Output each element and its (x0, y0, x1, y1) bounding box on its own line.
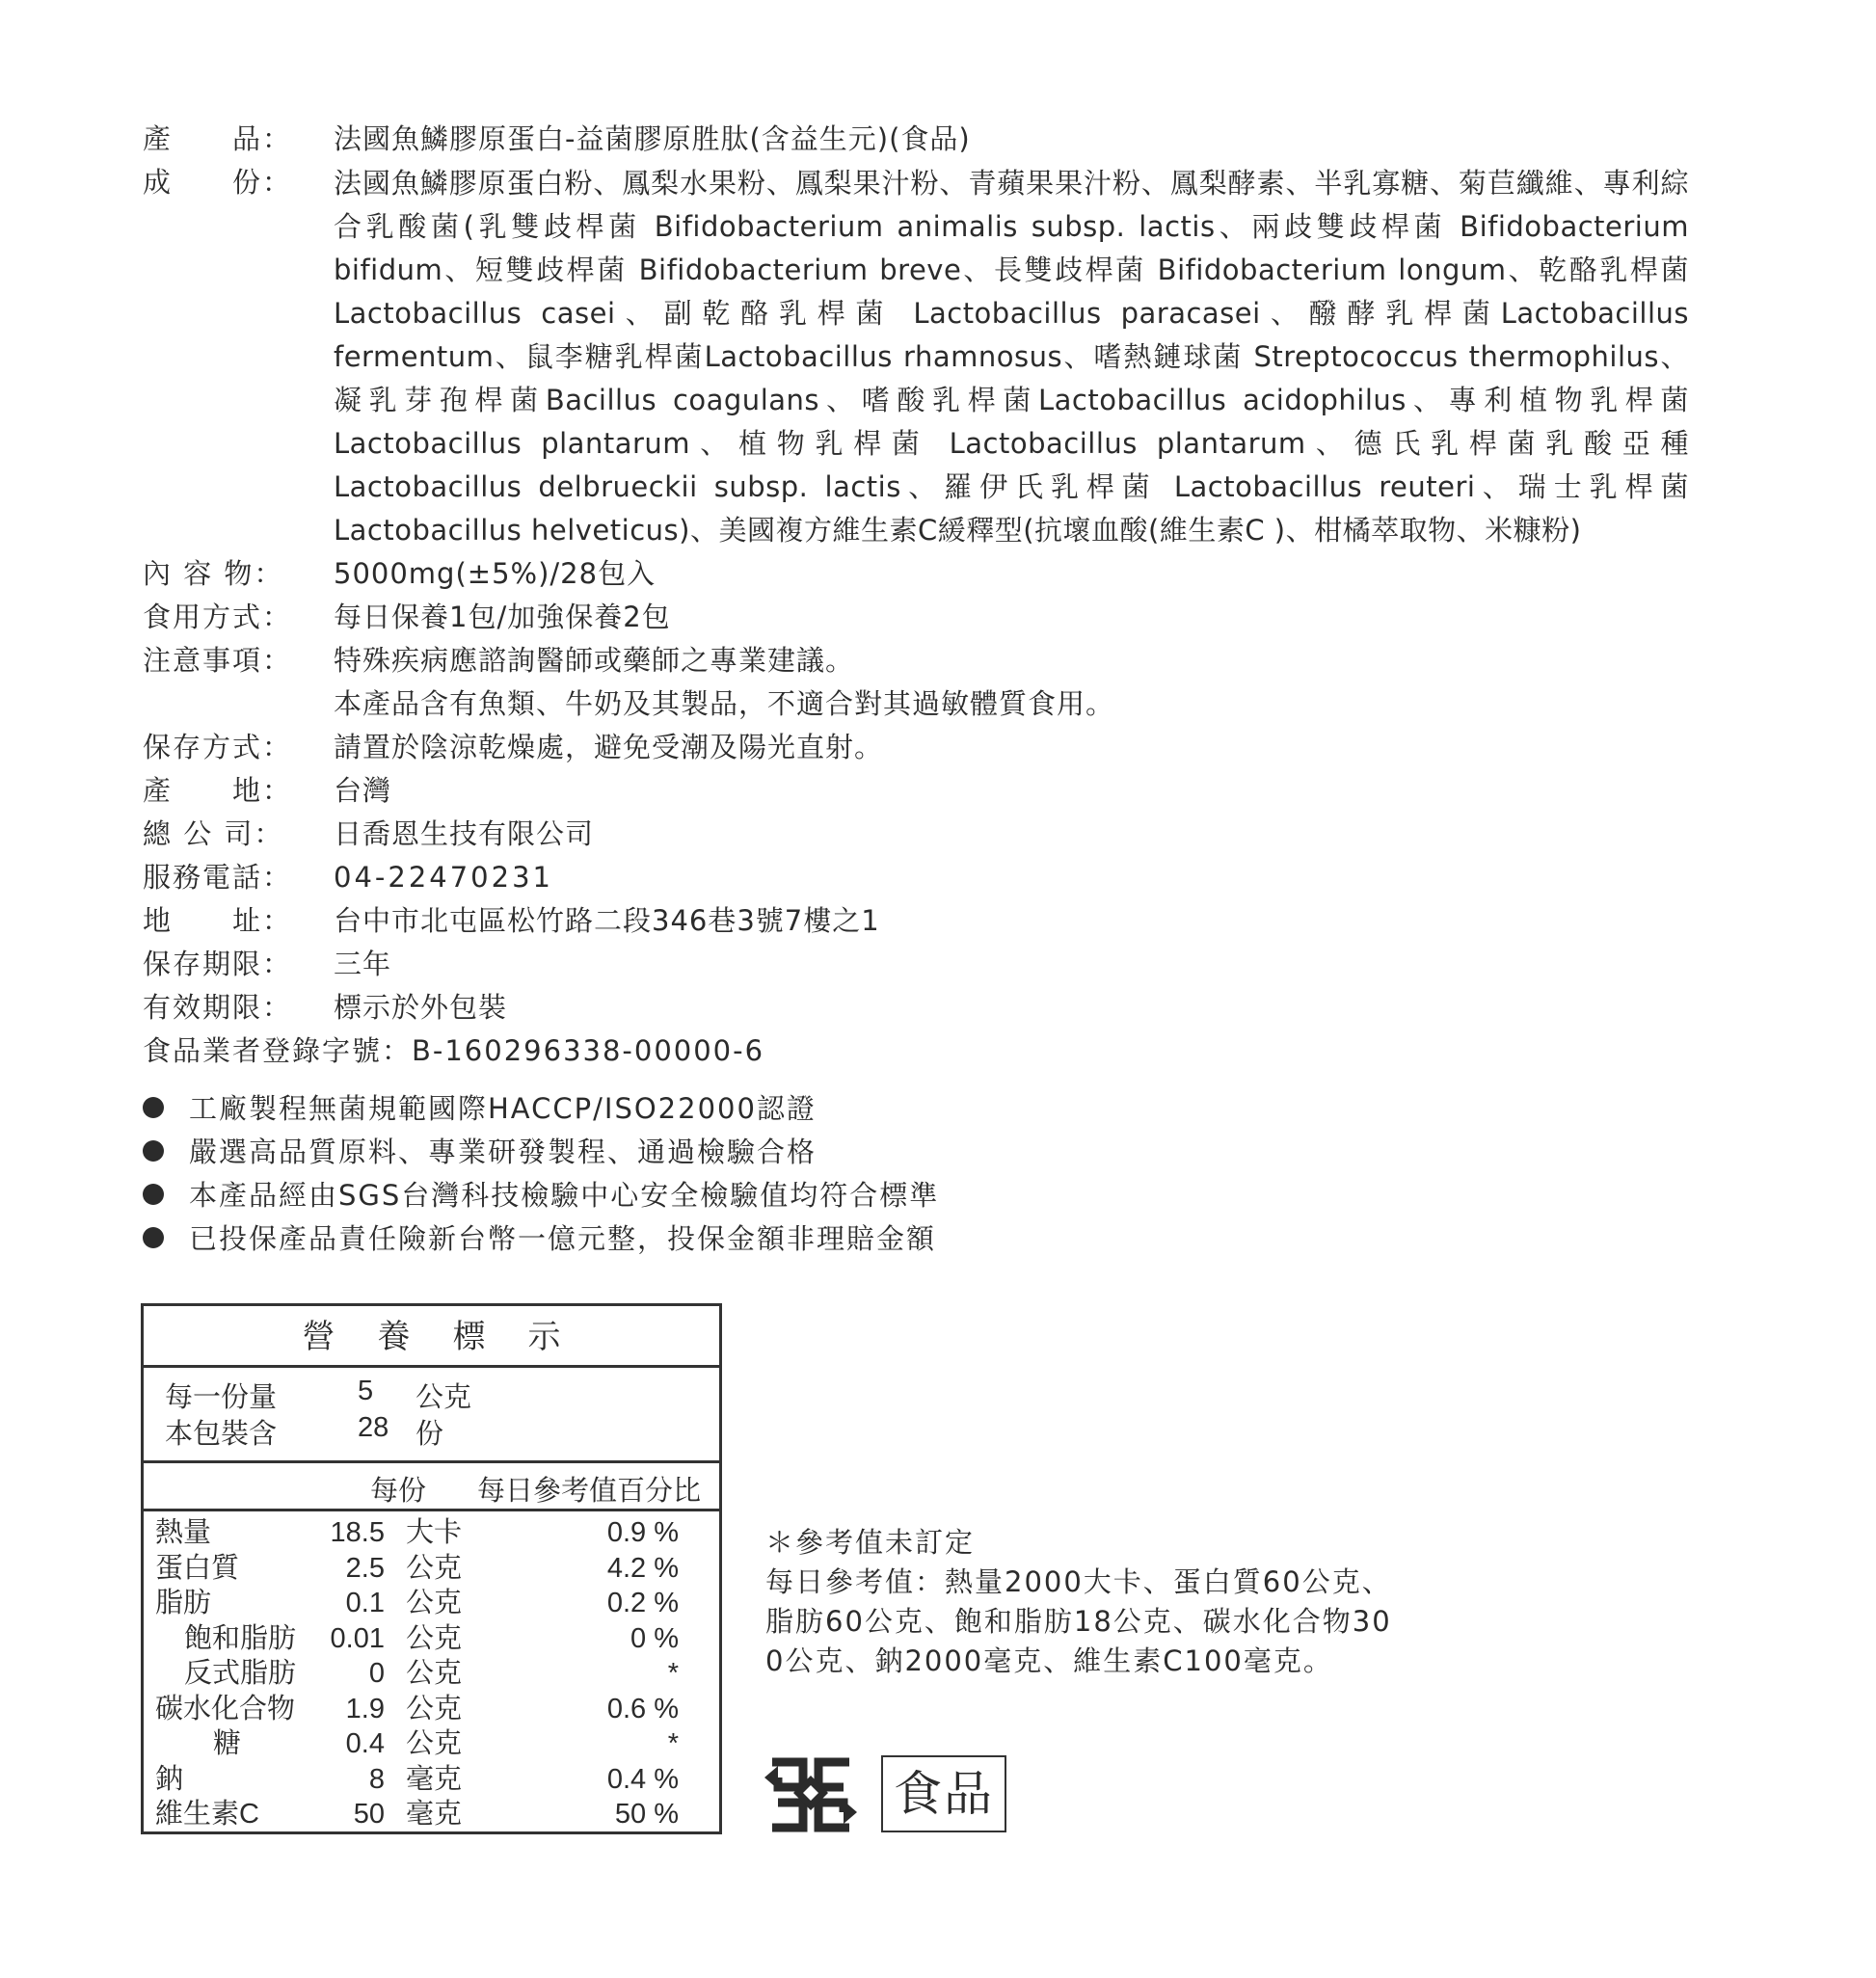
field-company (143, 813, 335, 856)
nutrient-unit: 大卡 (406, 1517, 463, 1548)
nutrient-daily-value: * (667, 1728, 679, 1759)
field-label: 食用方式： (143, 601, 293, 633)
nutrition-table (141, 1303, 722, 1834)
nutrient-daily-value: 0 % (630, 1622, 679, 1654)
nutrient-amount: 8 (368, 1763, 385, 1795)
field-expiry (143, 986, 335, 1029)
nutrient-name: 糖 (213, 1728, 242, 1759)
field-label: 產 地： (143, 774, 293, 807)
field-label: 服務電話： (143, 861, 293, 894)
nutrient-daily-value: 0.9 % (606, 1517, 679, 1548)
bullet-dot-icon (143, 1184, 164, 1205)
certification-list (143, 1085, 939, 1259)
registration-number: 食品業者登錄字號：B-160296338-00000-6 (143, 1034, 765, 1067)
nutrient-amount: 2.5 (345, 1552, 385, 1584)
col-daily-value: 每日參考值百分比 (477, 1474, 702, 1507)
field-ingredients (143, 161, 335, 204)
field-phone (143, 856, 335, 899)
reference-note-line: ＊參考值未訂定 (765, 1526, 976, 1559)
serving-info (144, 1368, 719, 1463)
field-shelf-life (143, 943, 335, 986)
nutrition-header (144, 1463, 719, 1511)
nutrient-daily-value: * (667, 1658, 679, 1689)
nutrient-unit: 毫克 (406, 1799, 463, 1830)
field-caution (143, 639, 335, 682)
bullet-text: 已投保產品責任險新台幣一億元整，投保金額非理賠金額 (189, 1222, 937, 1255)
bullet-dot-icon (143, 1227, 164, 1248)
nutrient-amount: 0.1 (345, 1588, 385, 1618)
field-label: 內 容 物： (143, 557, 284, 590)
field-product (143, 118, 335, 161)
bullet-dot-icon (143, 1140, 164, 1162)
nutrient-unit: 公克 (406, 1588, 463, 1618)
nutrition-body (144, 1511, 719, 1831)
food-mark: 食品 (881, 1755, 1006, 1832)
nutrient-name: 蛋白質 (155, 1552, 240, 1584)
col-per-serving: 每份 (370, 1474, 427, 1507)
ingredients-text: 法國魚鱗膠原蛋白粉、鳳梨水果粉、鳳梨果汁粉、青蘋果果汁粉、鳳梨酵素、半乳寡糖、菊苣纖維、專利綜合乳酸菌(乳雙歧桿菌 Bifidobacterium animalis subsp. lactis、兩歧雙歧桿菌 Bifidobacterium bifidum、短雙歧桿菌 Bifidobacterium breve、長雙歧桿菌 Bifidobacterium longum、乾酪乳桿菌 Lactobacillus casei、副乾酪乳桿菌 Lactobacillus paracasei、醱酵乳桿菌Lactobacillus fermentum、鼠李糖乳桿菌Lactobacillus rhamnosus、嗜熱鏈球菌 Streptococcus thermophilus、凝乳芽孢桿菌Bacillus coagulans、嗜酸乳桿菌Lactobacillus acidophilus、專利植物乳桿菌 Lactobacillus plantarum、植物乳桿菌 Lactobacillus plantarum、德氏乳桿菌乳酸亞種 Lactobacillus delbrueckii subsp. lactis、羅伊氏乳桿菌 Lactobacillus reuteri、瑞士乳桿菌 Lactobacillus helveticus)、美國複方維生素C緩釋型(抗壞血酸(維生素C )、柑橘萃取物、米糠粉) (334, 167, 1689, 547)
address-value: 台中市北屯區松竹路二段346巷3號7樓之1 (334, 904, 880, 937)
nutrition-title: 營養標示 (144, 1306, 719, 1368)
nutrient-unit: 公克 (406, 1658, 463, 1689)
field-label: 成 份： (143, 166, 293, 199)
nutrition-row (144, 1515, 719, 1551)
nutrient-name: 脂肪 (155, 1588, 212, 1618)
nutrient-unit: 毫克 (406, 1763, 463, 1795)
product-name: 法國魚鱗膠原蛋白-益菌膠原胜肽(含益生元)(食品) (334, 122, 971, 155)
bullet-text: 工廠製程無菌規範國際HACCP/ISO22000認證 (189, 1092, 817, 1125)
nutrition-row (144, 1656, 719, 1692)
nutrient-amount: 50 (353, 1799, 385, 1830)
recycle-icon (764, 1749, 857, 1841)
nutrient-daily-value: 0.2 % (606, 1588, 679, 1618)
nutrient-unit: 公克 (406, 1552, 463, 1584)
nutrition-row (144, 1586, 719, 1621)
nutrient-daily-value: 4.2 % (606, 1552, 679, 1584)
caution-value: 特殊疾病應諮詢醫師或藥師之專業建議。 (334, 644, 855, 677)
reference-note-line: 每日參考值：熱量2000大卡、蛋白質60公克、 (765, 1565, 1392, 1598)
nutrient-amount: 0 (368, 1658, 385, 1689)
package-value: 28 (358, 1412, 389, 1443)
nutrient-amount: 1.9 (345, 1693, 385, 1724)
phone-value: 04-22470231 (334, 861, 553, 894)
reference-note (765, 1523, 1392, 1681)
company-value: 日喬恩生技有限公司 (334, 817, 595, 850)
nutrient-name: 維生素C (155, 1799, 259, 1830)
reference-note-line: 脂肪60公克、飽和脂肪18公克、碳水化合物30 (765, 1605, 1392, 1638)
serving-unit: 公克 (415, 1382, 472, 1413)
nutrient-name: 熱量 (155, 1517, 212, 1548)
nutrient-amount: 0.4 (345, 1728, 385, 1759)
field-label: 保存期限： (143, 948, 293, 980)
field-origin (143, 769, 335, 813)
package-unit: 份 (415, 1419, 444, 1450)
list-item (143, 1085, 939, 1129)
contents-value: 5000mg(±5%)/28包入 (334, 557, 657, 590)
field-label: 保存方式： (143, 731, 293, 763)
field-contents (143, 552, 335, 596)
bullet-dot-icon (143, 1097, 164, 1118)
nutrition-row (144, 1692, 719, 1727)
bullet-text: 嚴選高品質原料、專業研發製程、通過檢驗合格 (189, 1136, 817, 1168)
nutrient-unit: 公克 (406, 1622, 463, 1654)
nutrient-daily-value: 0.6 % (606, 1693, 679, 1724)
field-address (143, 899, 335, 943)
list-item (143, 1129, 939, 1172)
field-label: 產 品： (143, 122, 293, 155)
nutrient-name: 飽和脂肪 (184, 1622, 297, 1654)
origin-value: 台灣 (334, 774, 392, 807)
serving-label: 每一份量 (165, 1382, 278, 1413)
shelf-life-value: 三年 (334, 948, 392, 980)
nutrient-amount: 18.5 (330, 1517, 385, 1548)
nutrition-row (144, 1551, 719, 1587)
serving-value: 5 (358, 1376, 374, 1406)
nutrient-daily-value: 0.4 % (606, 1763, 679, 1795)
field-label: 注意事項： (143, 644, 293, 677)
field-label: 地 址： (143, 904, 293, 937)
expiry-value: 標示於外包裝 (334, 991, 508, 1024)
list-item (143, 1172, 939, 1216)
package-label: 本包裝含 (165, 1419, 278, 1450)
usage-value: 每日保養1包/加強保養2包 (334, 601, 671, 633)
caution-value-2: 本產品含有魚類、牛奶及其製品，不適合對其過敏體質食用。 (334, 687, 1115, 720)
nutrient-unit: 公克 (406, 1728, 463, 1759)
field-storage (143, 726, 335, 769)
field-usage (143, 596, 335, 639)
list-item (143, 1216, 939, 1259)
field-label: 總 公 司： (143, 817, 284, 850)
field-label: 有效期限： (143, 991, 293, 1024)
reference-note-line: 0公克、鈉2000毫克、維生素C100毫克。 (765, 1644, 1333, 1677)
nutrient-name: 反式脂肪 (184, 1658, 297, 1689)
storage-value: 請置於陰涼乾燥處，避免受潮及陽光直射。 (334, 731, 884, 763)
nutrient-amount: 0.01 (330, 1622, 385, 1654)
nutrient-unit: 公克 (406, 1693, 463, 1724)
nutrient-name: 碳水化合物 (155, 1693, 296, 1724)
nutrition-row (144, 1797, 719, 1832)
nutrient-name: 鈉 (155, 1763, 184, 1795)
bullet-text: 本產品經由SGS台灣科技檢驗中心安全檢驗值均符合標準 (189, 1179, 940, 1212)
nutrition-row (144, 1762, 719, 1798)
nutrition-row (144, 1621, 719, 1657)
nutrient-daily-value: 50 % (614, 1799, 679, 1830)
nutrition-row (144, 1726, 719, 1762)
